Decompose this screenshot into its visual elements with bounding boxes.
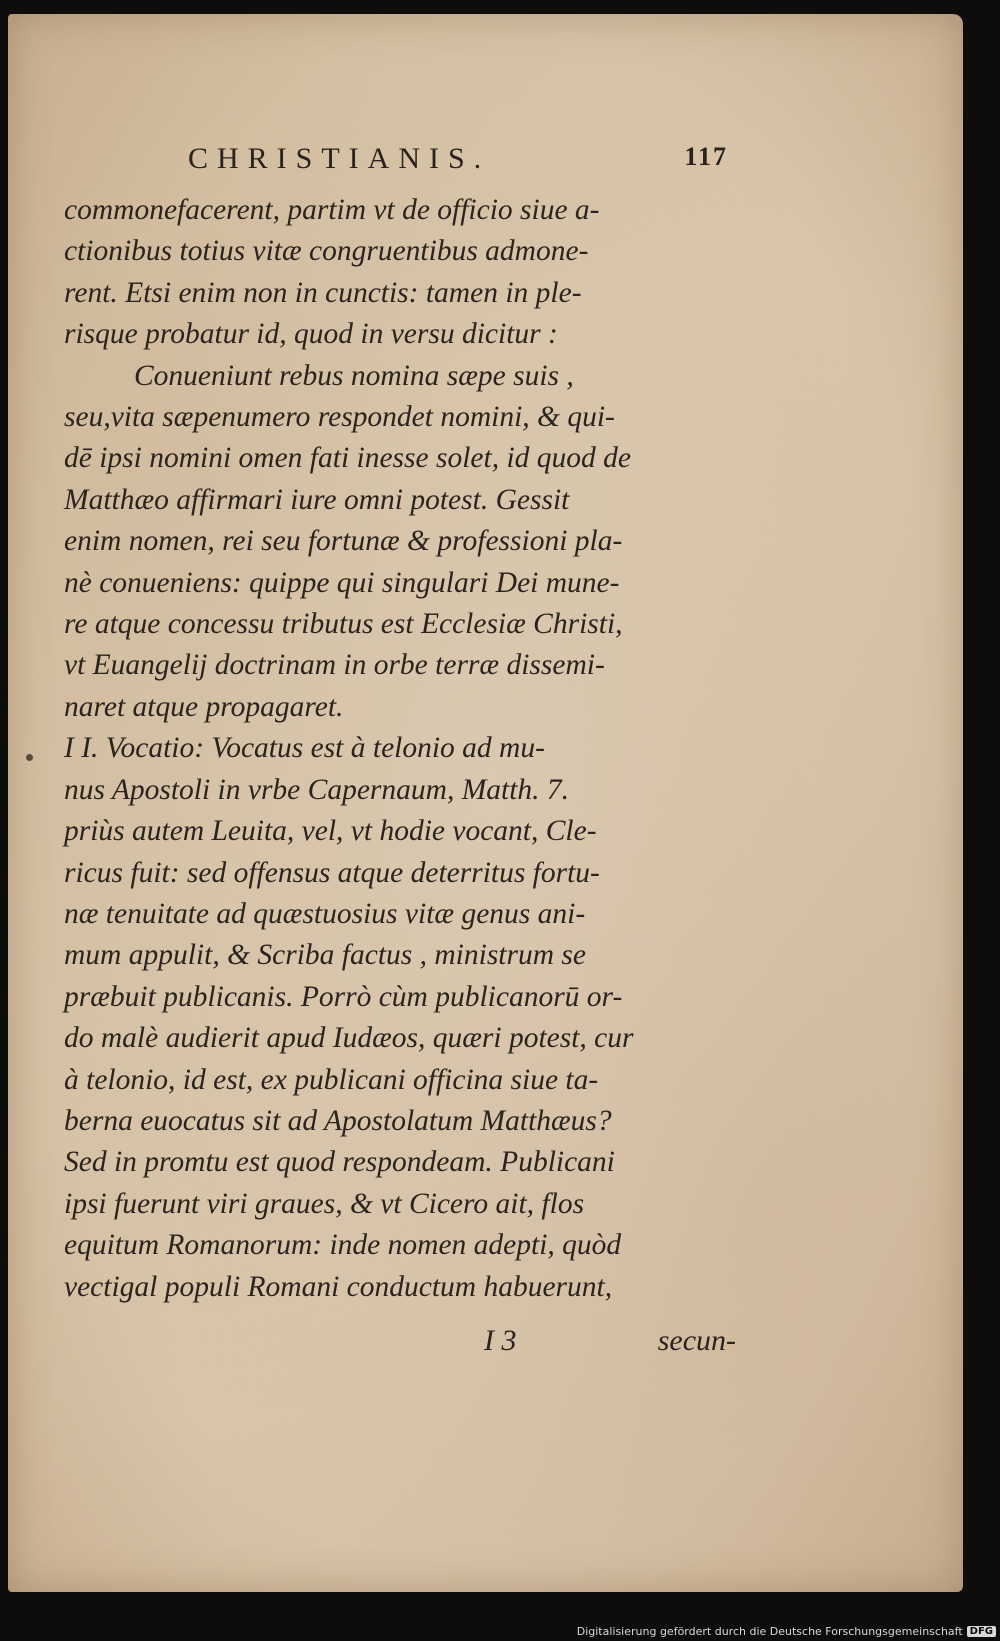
credit-text: Digitalisierung gefördert durch die Deutsche Forschungsgemeinschaft bbox=[576, 1625, 963, 1638]
text-line: berna euocatus sit ad Apostolatum Matthæus? bbox=[64, 1104, 612, 1137]
text-line: seu,vita sæpenumero respondet nomini, & qui- bbox=[64, 401, 615, 434]
text-line: re atque concessu tributus est Ecclesiæ Christi, bbox=[64, 608, 623, 641]
text-line: Matthæo affirmari iure omni potest. Gessit bbox=[64, 483, 570, 516]
text-line: ricus fuit: sed offensus atque deterritus fortu- bbox=[64, 856, 600, 889]
text-line: do malè audierit apud Iudæos, quæri potest, cur bbox=[64, 1022, 634, 1055]
text-line: risque probatur id, quod in versu dicitur : bbox=[64, 318, 558, 351]
section-heading-line: I I. Vocatio: Vocatus est à telonio ad mu- bbox=[64, 732, 545, 765]
running-head-title: CHRISTIANIS. bbox=[188, 142, 491, 175]
text-line: equitum Romanorum: inde nomen adepti, quòd bbox=[64, 1229, 622, 1262]
verse-line: Conueniunt rebus nomina sæpe suis , bbox=[134, 359, 574, 392]
book-page bbox=[8, 14, 963, 1592]
text-line: rent. Etsi enim non in cunctis: tamen in ple- bbox=[64, 276, 582, 309]
text-line: à telonio, id est, ex publicani officina siue ta- bbox=[64, 1063, 599, 1096]
text-line: commonefacerent, partim vt de officio siue a- bbox=[64, 194, 600, 226]
text-line: dē ipsi nomini omen fati inesse solet, id quod de bbox=[64, 442, 631, 475]
text-line: nè conueniens: quippe qui singulari Dei mune- bbox=[64, 566, 620, 599]
text-line: naret atque propagaret. bbox=[64, 690, 344, 723]
text-line: præbuit publicanis. Porrò cùm publicanorū or- bbox=[64, 980, 623, 1013]
body-text bbox=[64, 190, 736, 1308]
text-line: enim nomen, rei seu fortunæ & professioni pla- bbox=[64, 525, 623, 558]
catchword: secun- bbox=[657, 1324, 736, 1357]
text-line: vectigal populi Romani conductum habuerunt, bbox=[64, 1270, 613, 1303]
text-line: ctionibus totius vitæ congruentibus admone- bbox=[64, 235, 589, 268]
dfg-logo: DFG bbox=[967, 1626, 996, 1637]
text-line: ipsi fuerunt viri graues, & vt Cicero ait, flos bbox=[64, 1187, 585, 1220]
signature-mark: I 3 bbox=[484, 1324, 517, 1357]
page-footer bbox=[64, 1324, 736, 1364]
margin-mark bbox=[26, 754, 33, 761]
text-line: vt Euangelij doctrinam in orbe terræ dissemi- bbox=[64, 649, 605, 682]
text-line: mum appulit, & Scriba factus , ministrum se bbox=[64, 939, 586, 972]
page-number: 117 bbox=[684, 142, 728, 171]
text-line: Sed in promtu est quod respondeam. Publicani bbox=[64, 1146, 615, 1179]
text-line: næ tenuitate ad quæstuosius vitæ genus ani- bbox=[64, 897, 586, 930]
text-line: nus Apostoli in vrbe Capernaum, Matth. 7. bbox=[64, 773, 570, 806]
running-header bbox=[188, 142, 728, 176]
digitization-credit bbox=[577, 1625, 996, 1638]
text-line: priùs autem Leuita, vel, vt hodie vocant, Cle- bbox=[64, 815, 597, 848]
